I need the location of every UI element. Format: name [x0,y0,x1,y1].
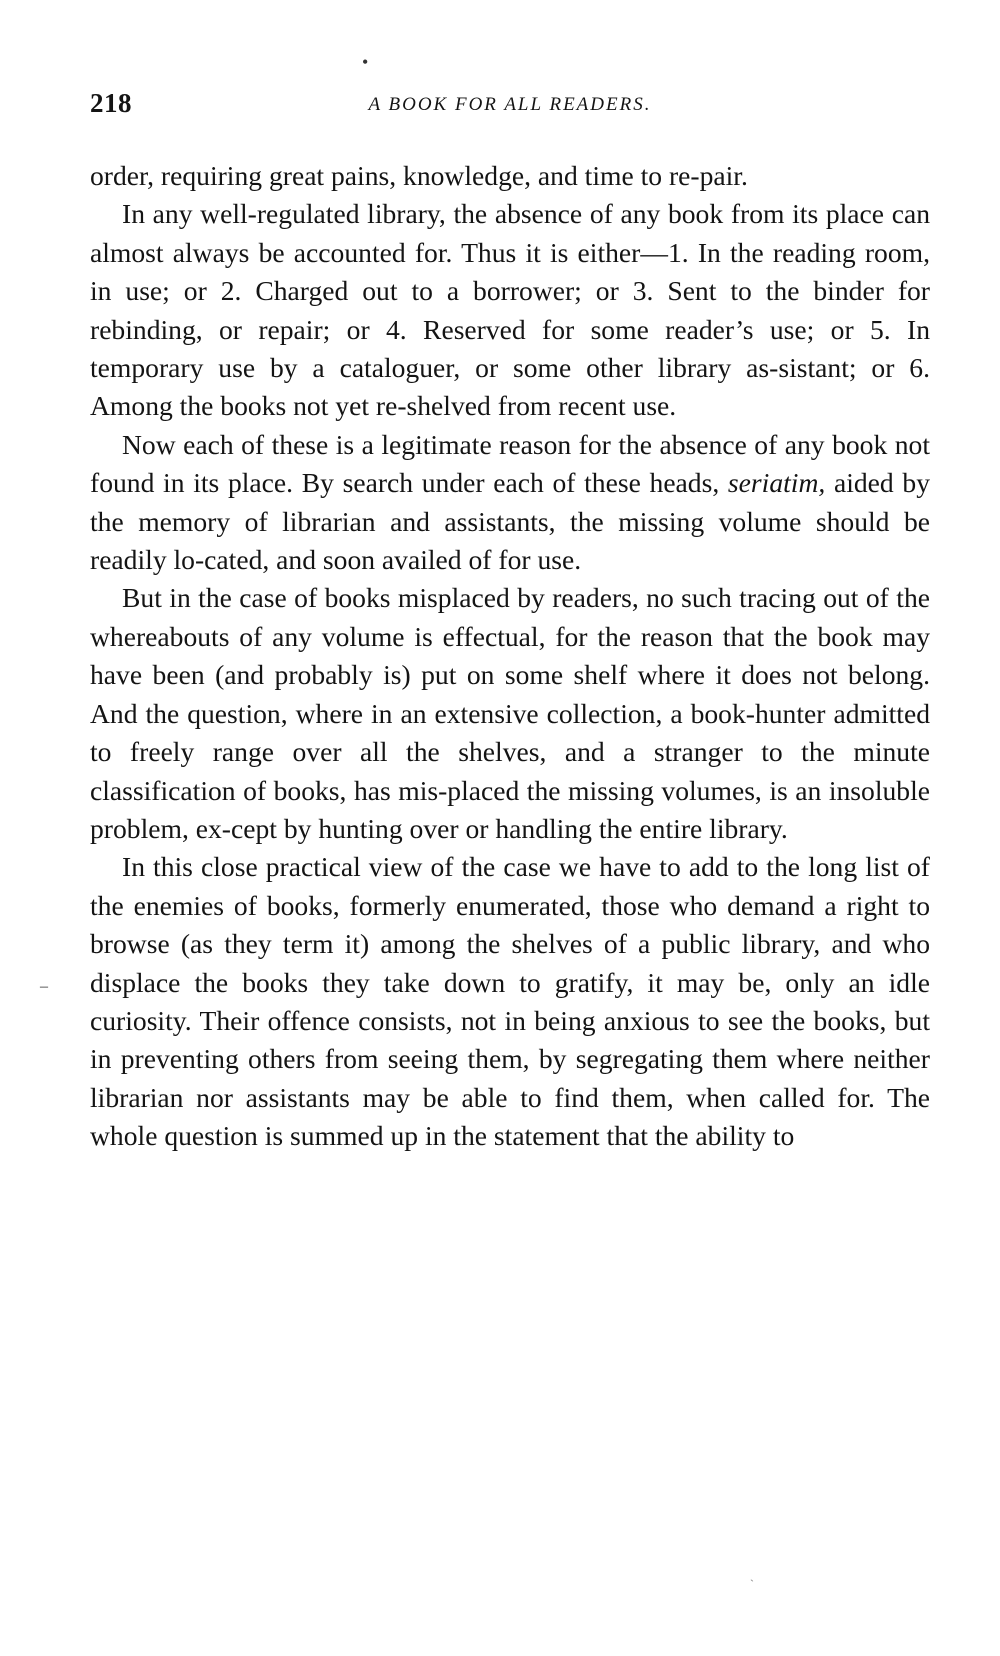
paragraph-3 [90,426,930,580]
margin-dash-mark: – [40,978,48,995]
running-head: A BOOK FOR ALL READERS. [368,94,652,115]
paragraph-3-after: aided by the memory of librarian and assistants, the missing volume should be readily lo-cated, and soon availed of for use. [90,467,930,576]
body-text [90,157,930,1156]
page-header [90,88,930,124]
paragraph-4: But in the case of books misplaced by readers, no such tracing out of the whereabouts of any volume is effectual, for the reason that the book may have been (and probably is) put on some shelf where it does not belong. And the question, where in an extensive collection, a book-hunter admitted to freely range over all the shelves, and a stranger to the minute classification of books, has mis-placed the missing volumes, is an insoluble problem, ex-cept by hunting over or handling the entire library. [90,582,930,844]
paragraph-3-italic: seriatim, [727,467,826,499]
stray-tick-mark: ˎ [750,1568,754,1582]
paragraph-3-before: Now each of these is a legitimate reason for the absence of any book not found in its place. By search under each of these heads, [90,428,930,499]
paragraph-1: order, requiring great pains, knowledge, and time to re-pair. [90,160,748,191]
stray-dot-mark: • [362,52,369,72]
paragraph-2: In any well-regulated library, the absence of any book from its place can almost always be accounted for. Thus it is either—1. In the reading room, in use; or 2. Charged out to a borrower; or 3. Sent to the binder for rebinding, or repair; or 4. Reserved for some reader’s use; or 5. In temporary use by a cataloguer, or some other library as-sistant; or 6. Among the books not yet re-shelved from recent use. [90,198,930,422]
page-number: 218 [90,88,132,118]
paragraph-5: In this close practical view of the case we have to add to the long list of the enemies of books, formerly enumerated, those who demand a right to browse (as they term it) among the shelves of a public library, and who displace the books they take down to gratify, it may be, only an idle curiosity. Their offence consists, not in being anxious to see the books, but in preventing others from seeing them, by segregating them where neither librarian nor assistants may be able to find them, when called for. The whole question is summed up in the statement that the ability to [90,851,930,1152]
